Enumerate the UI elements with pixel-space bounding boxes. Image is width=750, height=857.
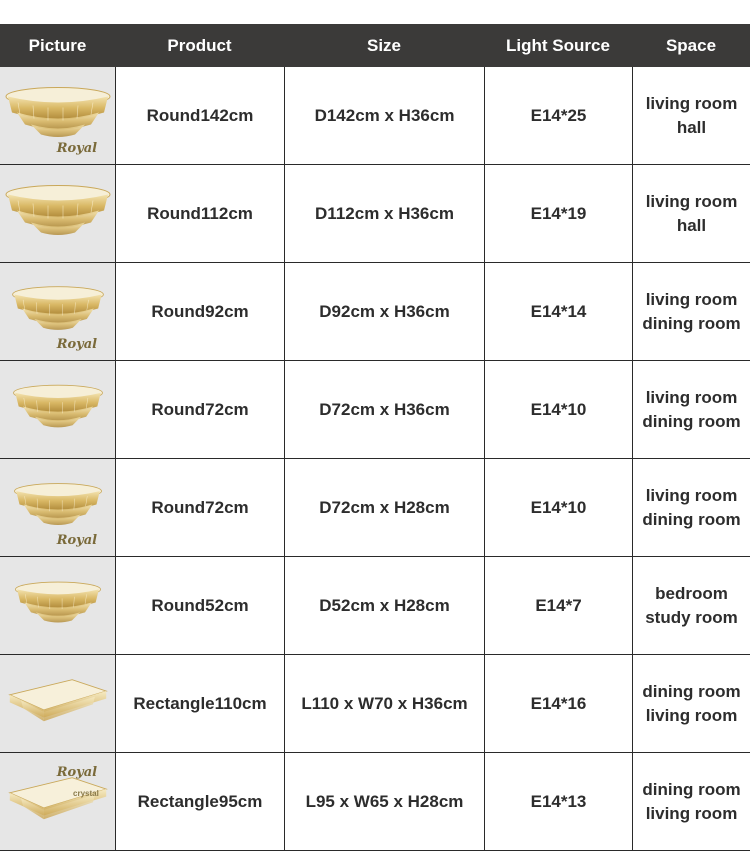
space-cell <box>632 263 750 360</box>
table-header <box>0 24 750 67</box>
watermark-brand: Royal <box>56 337 98 352</box>
space-line-2: dining room <box>642 313 741 333</box>
size-cell: D72cm x H28cm <box>284 459 484 556</box>
round-lamp-icon <box>12 474 104 541</box>
size-cell: L110 x W70 x H36cm <box>284 655 484 752</box>
product-cell: Round72cm <box>115 459 284 556</box>
table-row <box>0 263 750 361</box>
light-source-cell: E14*19 <box>484 165 632 262</box>
space-line-2: hall <box>676 215 707 235</box>
light-source-cell: E14*7 <box>484 557 632 654</box>
product-cell: Round72cm <box>115 361 284 458</box>
light-source-cell: E14*16 <box>484 655 632 752</box>
space-line-2: living room <box>645 705 738 725</box>
round-lamp-icon <box>13 572 103 639</box>
table-row <box>0 557 750 655</box>
space-cell <box>632 655 750 752</box>
product-cell: Round52cm <box>115 557 284 654</box>
space-cell <box>632 459 750 556</box>
header-size: Size <box>366 35 402 55</box>
light-source-cell: E14*13 <box>484 753 632 850</box>
rect-lamp-icon <box>6 770 110 833</box>
watermark-brand: Royal <box>56 533 98 548</box>
picture-cell <box>0 557 115 654</box>
space-line-1: living room <box>645 93 738 113</box>
product-cell: Round142cm <box>115 67 284 164</box>
round-lamp-icon <box>10 278 106 345</box>
watermark-brand: Royal <box>56 141 98 156</box>
table-row <box>0 655 750 753</box>
product-cell: Round112cm <box>115 165 284 262</box>
space-cell <box>632 165 750 262</box>
size-cell: D92cm x H36cm <box>284 263 484 360</box>
table-row <box>0 753 750 851</box>
space-line-1: living room <box>645 289 738 309</box>
round-lamp-icon <box>11 376 105 443</box>
header-space: Space <box>665 35 717 55</box>
space-line-1: living room <box>645 387 738 407</box>
product-cell: Rectangle110cm <box>115 655 284 752</box>
size-cell: D72cm x H36cm <box>284 361 484 458</box>
light-source-cell: E14*10 <box>484 459 632 556</box>
space-line-2: living room <box>645 803 738 823</box>
picture-cell <box>0 361 115 458</box>
space-line-1: bedroom <box>655 583 728 603</box>
round-lamp-icon <box>2 180 114 247</box>
space-cell <box>632 557 750 654</box>
space-line-2: hall <box>676 117 707 137</box>
table-row <box>0 165 750 263</box>
size-cell: L95 x W65 x H28cm <box>284 753 484 850</box>
light-source-cell: E14*10 <box>484 361 632 458</box>
header-product: Product <box>167 35 232 55</box>
size-cell: D52cm x H28cm <box>284 557 484 654</box>
space-line-1: dining room <box>642 779 741 799</box>
product-cell: Round92cm <box>115 263 284 360</box>
space-line-1: dining room <box>642 681 741 701</box>
space-line-1: living room <box>645 191 738 211</box>
table-row <box>0 67 750 165</box>
space-line-1: living room <box>645 485 738 505</box>
picture-cell <box>0 67 115 164</box>
space-cell <box>632 753 750 850</box>
picture-cell <box>0 655 115 752</box>
light-source-cell: E14*14 <box>484 263 632 360</box>
picture-cell <box>0 459 115 556</box>
watermark-brand: Royal <box>56 765 98 780</box>
picture-cell <box>0 753 115 850</box>
size-cell: D112cm x H36cm <box>284 165 484 262</box>
size-cell: D142cm x H36cm <box>284 67 484 164</box>
picture-cell <box>0 165 115 262</box>
header-light-source: Light Source <box>506 35 610 55</box>
space-line-2: dining room <box>642 509 741 529</box>
header-picture: Picture <box>28 35 87 55</box>
watermark-sub: crystal <box>73 789 99 798</box>
product-spec-table <box>0 24 750 851</box>
space-line-2: dining room <box>642 411 741 431</box>
round-lamp-icon <box>2 82 114 149</box>
table-row <box>0 459 750 557</box>
light-source-cell: E14*25 <box>484 67 632 164</box>
table-row <box>0 361 750 459</box>
space-line-2: study room <box>645 607 738 627</box>
product-cell: Rectangle95cm <box>115 753 284 850</box>
picture-cell <box>0 263 115 360</box>
space-cell <box>632 361 750 458</box>
rect-lamp-icon <box>6 672 110 735</box>
space-cell <box>632 67 750 164</box>
